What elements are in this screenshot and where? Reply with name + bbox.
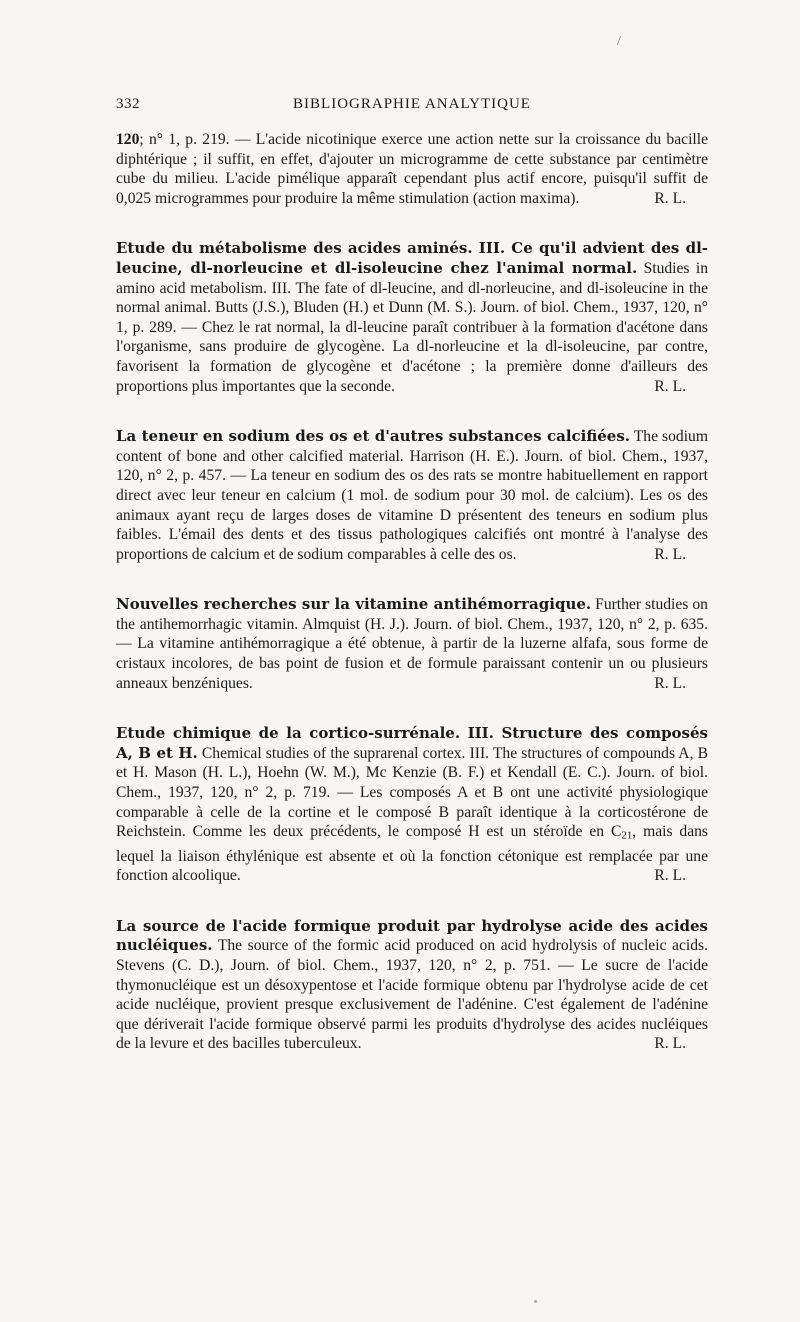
- stray-mark: /: [617, 34, 621, 49]
- abstract-text: [116, 595, 708, 693]
- abstract-text: [116, 239, 708, 396]
- page-header: [116, 96, 708, 120]
- abstract-entry: [116, 724, 708, 885]
- running-title: BIBLIOGRAPHIE ANALYTIQUE: [293, 96, 531, 112]
- abstract-body: The sodium content of bone and other calcified material. Harrison (H. E.). Journ. of biol. Chem., 1937, 120, n° 2, p. 457. — La teneur en sodium des os des rats se montre habituellement en rapport direct avec leur teneur en calcium (1 mol. de sodium pour 30 mol. de calcium). Les os des animaux ayant reçu de larges doses de vitamine D présentent des teneurs en sodium plus faibles. L'émail des dents et des tissus pathologiques calcifiés ont montré à l'analyse des proportions de calcium et de sodium comparables à celle des os.: [116, 428, 708, 563]
- abstract-title: Nouvelles recherches sur la vitamine antihémorragique.: [116, 595, 592, 614]
- abstract-body: The source of the formic acid produced on acid hydrolysis of nucleic acids. Stevens (C. D.), Journ. of biol. Chem., 1937, 120, n° 2, p. 751. — Le sucre de l'acide thymonucléique est un désoxypentose et l'acide formique obtenu par l'hydrolyse acide de cet acide nucléique, provient presque exclusivement de l'adénine. C'est également de l'adénine que dériverait l'acide formique observé parmi les produits d'hydrolyse des acides nucléiques de la levure et des bacilles tuberculeux.: [116, 937, 708, 1053]
- subscript-number: 21: [621, 829, 633, 842]
- abstract-text: [116, 917, 708, 1054]
- abstract-body-continued: , mais dans lequel la liaison éthylénique est absente et où la fonction cétonique est remplacée par une fonction alcoolique.: [116, 823, 709, 885]
- abstract-signature: R. L.: [654, 674, 686, 692]
- abstract-entry: [116, 427, 708, 564]
- abstract-body: ; n° 1, p. 219. — L'acide nicotinique exerce une action nette sur la croissance du bacille diphtérique ; il suffit, en effet, d'ajouter un microgramme de cette substance par centimètre cube du milieu. L'acide pimélique apparaît cependant plus actif encore, puisqu'il suffit de 0,025 microgrammes pour produire la même stimulation (action maxima).: [116, 131, 708, 207]
- abstract-entry: [116, 917, 708, 1054]
- abstract-entry: [116, 595, 708, 693]
- abstracts-column: [116, 130, 708, 1085]
- page-number: 332: [116, 96, 140, 112]
- abstract-title: Etude du métabolisme des acides aminés. III. Ce qu'il advient des dl-leucine, dl-norleucine et dl-isoleucine chez l'animal normal.: [116, 239, 708, 277]
- volume-number: 120: [116, 131, 140, 148]
- abstract-signature: R. L.: [654, 545, 686, 563]
- abstract-body: Further studies on the antihemorrhagic vitamin. Almquist (H. J.). Journ. of biol. Chem., 1937, 120, n° 2, p. 635. — La vitamine antihémorragique a été obtenue, à partir de la luzerne alfafa, sous forme de cristaux incolores, de bas point de fusion et de formule paraissant contenir un ou plusieurs anneaux benzéniques.: [116, 596, 708, 692]
- abstract-signature: R. L.: [654, 377, 686, 395]
- abstract-entry: [116, 239, 708, 396]
- abstract-text: [116, 130, 708, 208]
- abstract-signature: R. L.: [654, 867, 686, 885]
- abstract-title: La teneur en sodium des os et d'autres substances calcifiées.: [116, 427, 631, 446]
- abstract-body: Chemical studies of the suprarenal cortex. III. The structures of compounds A, B et H. Mason (H. L.), Hoehn (W. M.), Mc Kenzie (B. F.) et Kendall (E. C.). Journ. of biol. Chem., 1937, 120, n° 2, p. 719. — Les composés A et B ont une activité physiologique comparable à celle de la cortine et le composé B paraît identique à la corticostérone de Reichstein. Comme les deux précédents, le composé H est un stéroïde en C: [116, 744, 708, 841]
- abstract-body: Studies in amino acid metabolism. III. The fate of dl-leucine, and dl-norleucine, and dl-isoleucine in the normal animal. Butts (J.S.), Bluden (H.) et Dunn (M. S.). Journ. of biol. Chem., 1937, 120, n° 1, p. 289. — Chez le rat normal, la dl-leucine paraît contribuer à la formation d'acétone dans l'organisme, sans produire de glycogène. La dl-norleucine et la dl-isoleucine, par contre, favorisent la formation de glycogène et d'acétone ; la première donne d'ailleurs des proportions plus importantes que la seconde.: [116, 259, 708, 395]
- abstract-title: La source de l'acide formique produit par hydrolyse acide des acides nucléiques.: [116, 916, 708, 955]
- abstract-signature: R. L.: [654, 1035, 686, 1053]
- abstract-text: [116, 427, 708, 564]
- abstract-title: Etude chimique de la cortico-surrénale. III. Structure des composés A, B et H.: [116, 724, 708, 762]
- paper-speck: [534, 1300, 537, 1303]
- abstract-text: [116, 724, 708, 885]
- abstract-signature: R. L.: [654, 189, 686, 207]
- abstract-entry: [116, 130, 708, 208]
